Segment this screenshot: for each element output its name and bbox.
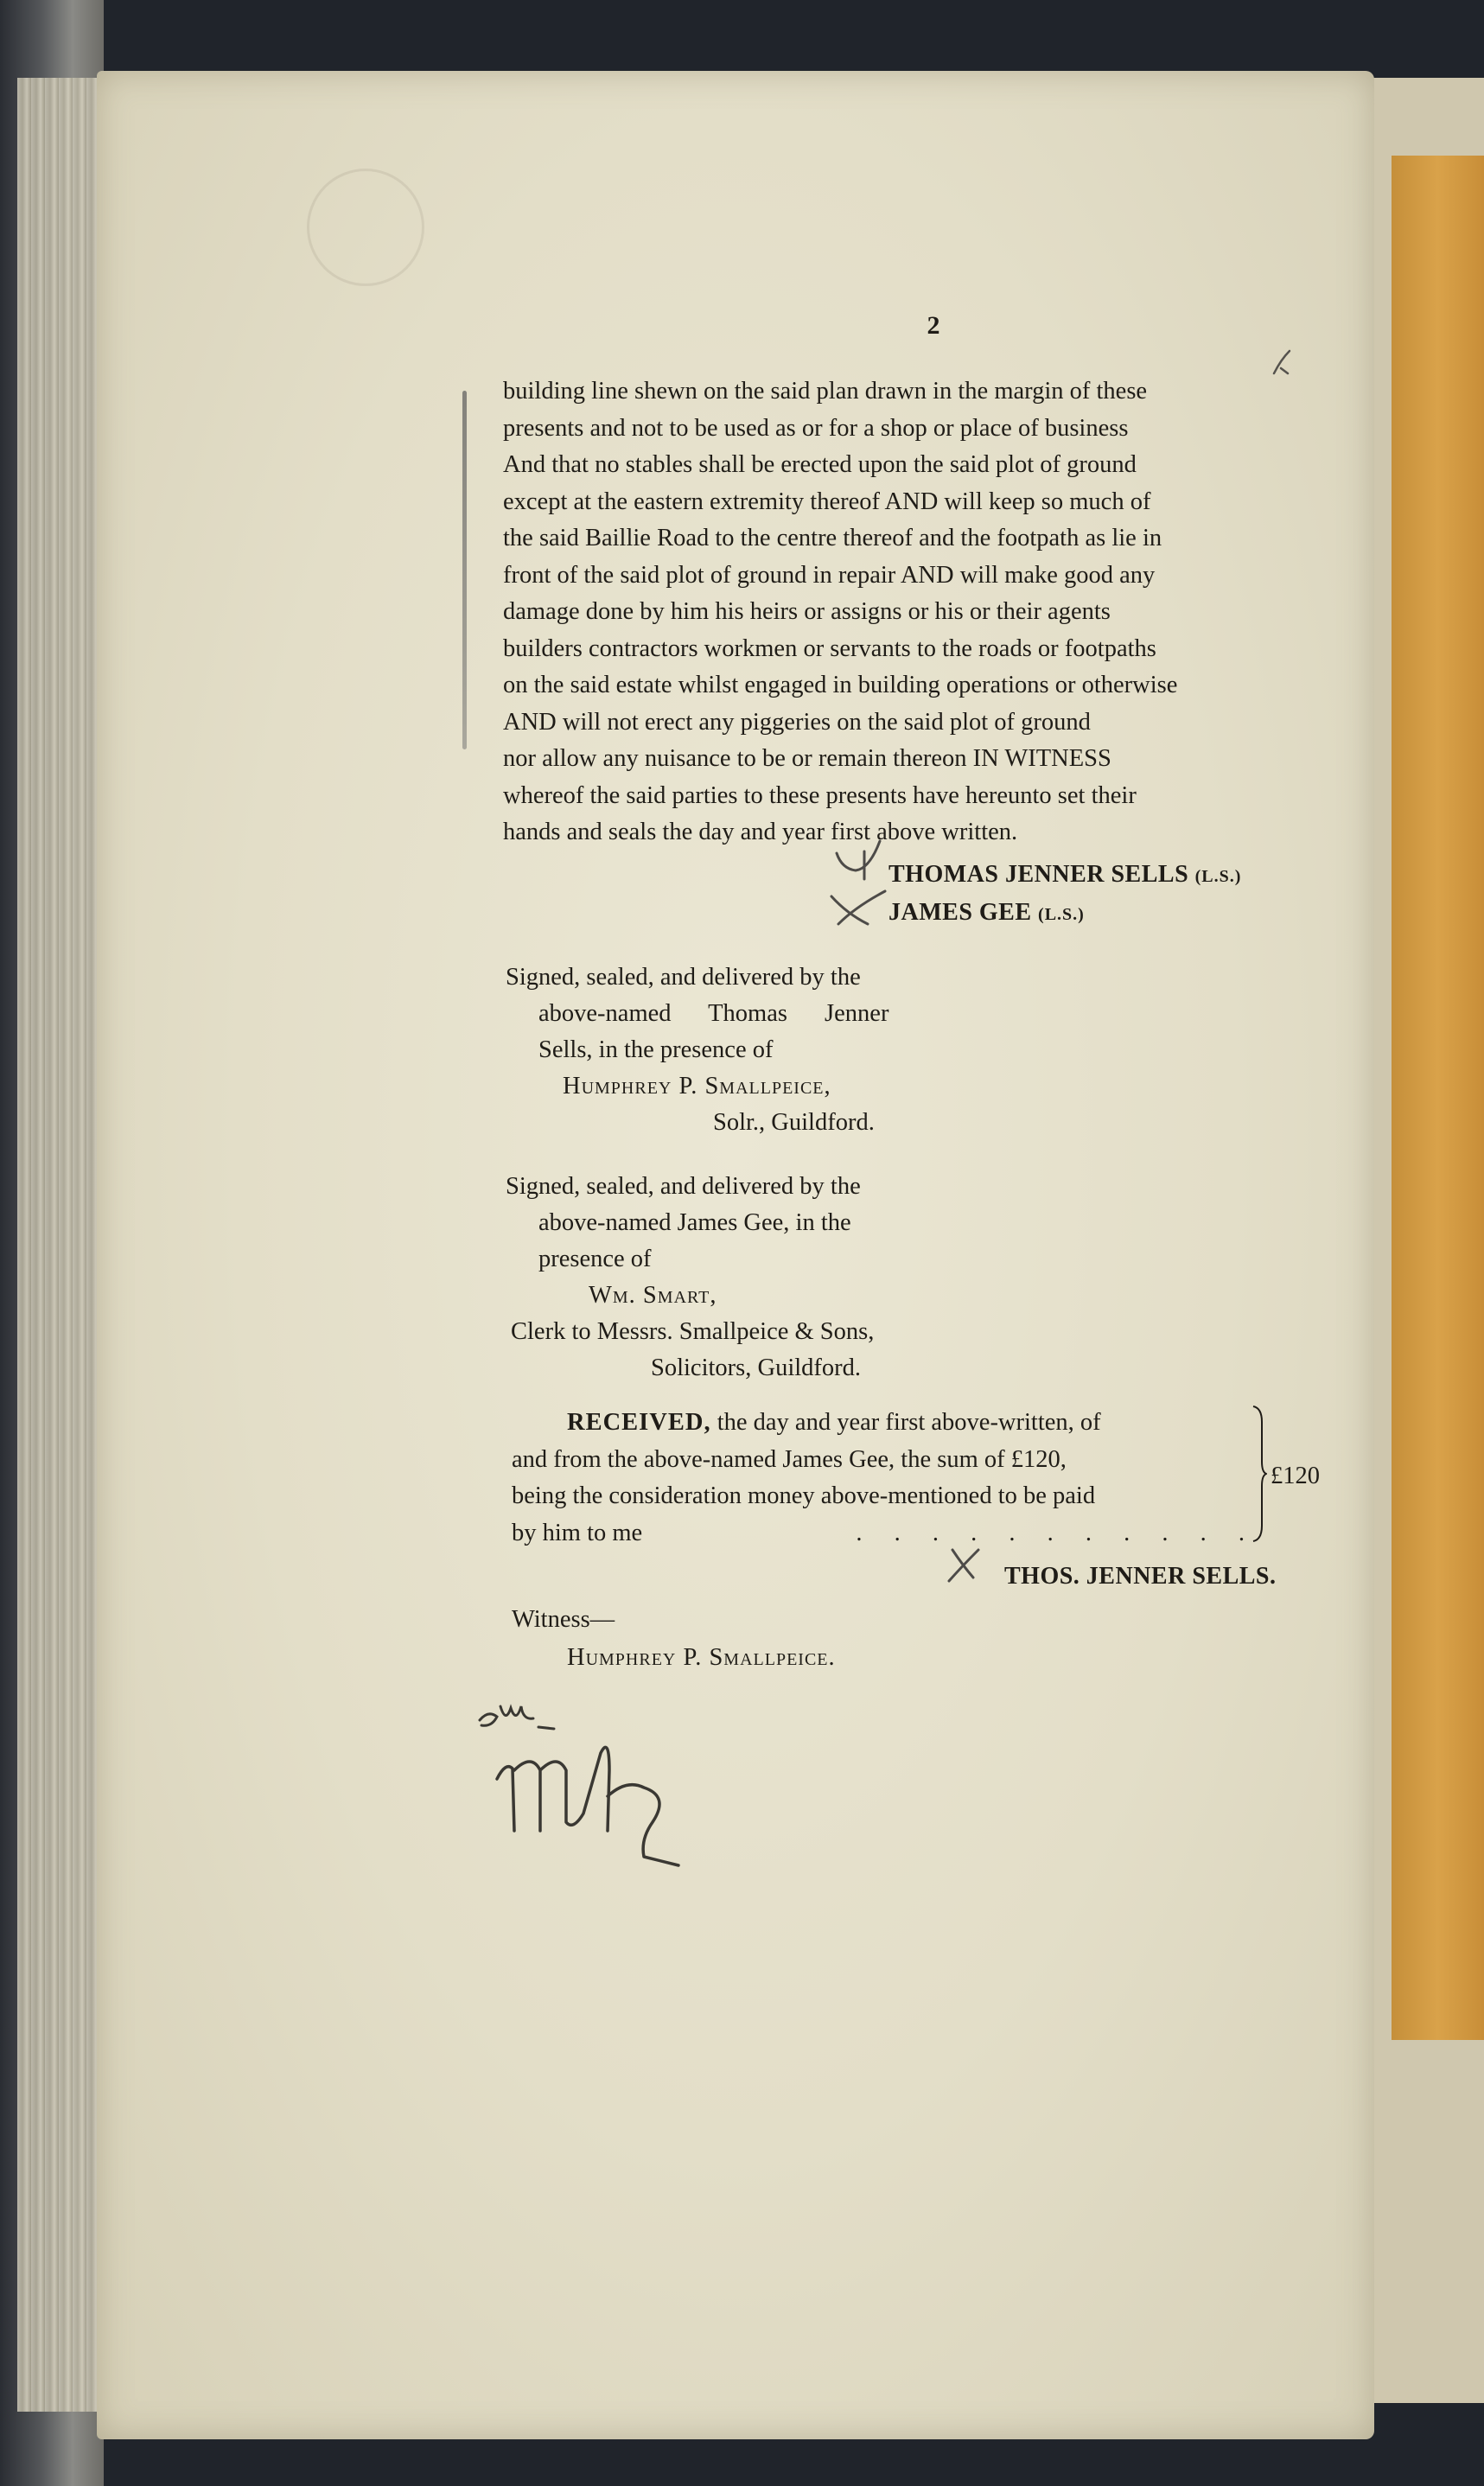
witness-title: Solicitors, Guildford. [651,1355,862,1381]
witness-name: Humphrey P. Smallpeice, [563,1073,831,1100]
receipt-brace [1252,1405,1267,1543]
final-witness [512,1601,836,1677]
witness-name: Wm. Smart, [589,1282,717,1309]
receipt-text: the day and year first above-written, of [710,1409,1101,1436]
receipt-text: by him to me [512,1519,643,1546]
page-number: 2 [927,311,940,340]
pencil-tick-icon [1269,347,1295,382]
adjacent-tab [1392,156,1484,2040]
attestation-james [506,1169,938,1386]
body-line: on the said estate whilst engaged in building operations or otherwise [503,672,1178,698]
receipt-line: and from the above-named James Gee, the sum of £120, [512,1445,1067,1473]
attestation-line: presence of [538,1246,652,1272]
deed-body-text [503,373,1350,851]
attestation-line-text: above-named Thomas Jenner [538,1000,889,1027]
seal-mark: (L.S.) [1038,905,1085,924]
body-line: the said Baillie Road to the centre thereof and the footpath as lie in [503,525,1162,551]
pencil-margin-mark [462,391,467,749]
signature-thomas-jenner-sells [888,861,1241,889]
witness-name: Humphrey P. Smallpeice. [567,1644,836,1671]
body-line: building line shewn on the said plan drawn in the margin of these [503,378,1148,405]
attestation-line: Sells, in the presence of [538,1036,774,1063]
attestation-line: above-named James Gee, in the [538,1209,851,1236]
faded-stamp [307,169,424,286]
body-line: hands and seals the day and year first above written. [503,819,1018,845]
receipt-amount: £120 [1271,1463,1320,1489]
witness-label: Witness— [512,1606,615,1633]
seal-mark: (L.S.) [1194,867,1242,886]
attestation-line: Signed, sealed, and delivered by the [506,964,861,991]
signature-james-gee [888,899,1085,927]
handwritten-initials-icon [471,1701,713,1891]
body-line: presents and not to be used as or for a shop or place of business [503,414,1129,442]
attestation-line: Signed, sealed, and delivered by the [506,1173,861,1200]
attestation-thomas [506,959,938,1141]
signatory-name: THOMAS JENNER SELLS [888,861,1189,888]
attestation-line [506,996,938,1032]
pencil-cross-mark-icon [830,834,899,929]
pencil-cross-mark-icon [944,1543,987,1586]
body-line: builders contractors workmen or servants to the roads or footpaths [503,634,1156,662]
receipt-line: being the consideration money above-mentioned to be paid [512,1482,1096,1509]
receipt-line [512,1405,1246,1442]
body-line: whereof the said parties to these presents have hereunto set their [503,781,1137,809]
body-line: damage done by him his heirs or assigns or his or their agents [503,598,1111,625]
dot-leaders: . . . . . . . . . . . [856,1519,1246,1546]
body-line: nor allow any nuisance to be or remain thereon IN WITNESS [503,745,1111,772]
body-line: front of the said plot of ground in repair AND will make good any [503,561,1156,589]
receipt-line [512,1515,1246,1552]
receipt-clause [512,1405,1246,1552]
body-line: AND will not erect any piggeries on the said plot of ground [503,708,1091,736]
receipt-signer: THOS. JENNER SELLS. [1004,1563,1277,1590]
body-line: except at the eastern extremity thereof AND will keep so much of [503,488,1151,515]
witness-title: Clerk to Messrs. Smallpeice & Sons, [511,1318,875,1345]
witness-title: Solr., Guildford. [713,1109,875,1136]
receipt-first-word: RECEIVED, [567,1409,711,1436]
body-line: And that no stables shall be erected upon the said plot of ground [503,451,1137,478]
signatory-name: JAMES GEE [888,899,1032,926]
